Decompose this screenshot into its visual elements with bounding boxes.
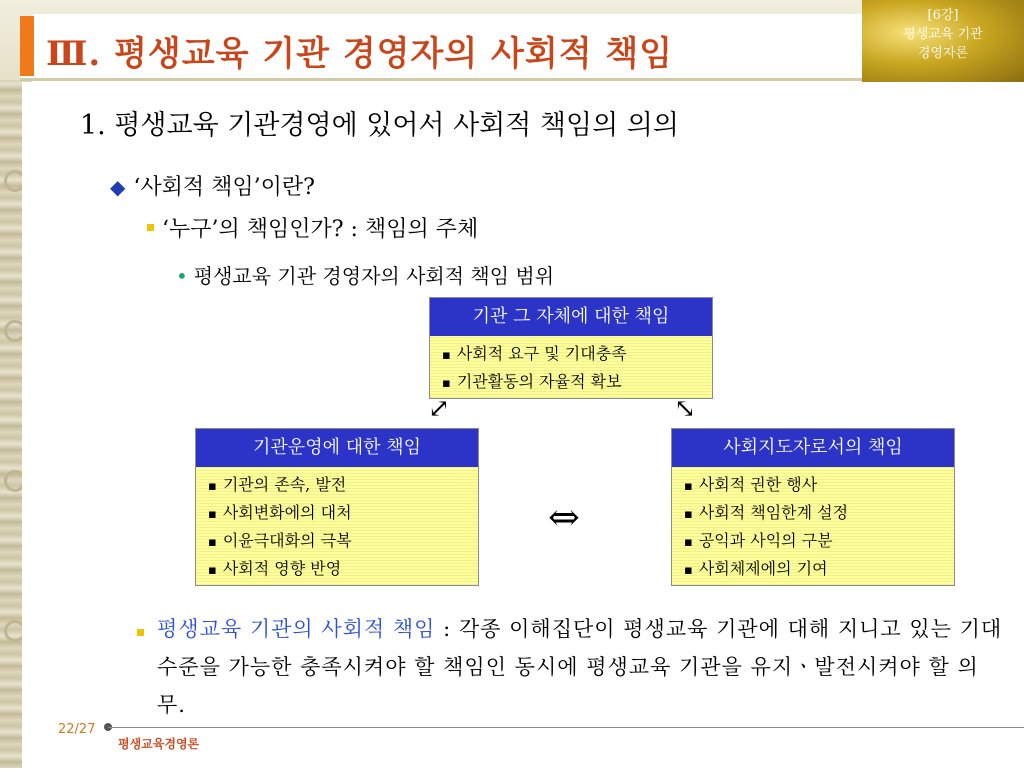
- dot-bullet-icon: •: [176, 264, 188, 288]
- box-item: ▪ 사회변화에의 대처: [208, 499, 466, 527]
- box-item: ▪ 기관의 존속, 발전: [208, 471, 466, 499]
- box-item: ▪ 공익과 사익의 구분: [684, 527, 942, 555]
- box-item: ▪ 사회적 요구 및 기대충족: [442, 340, 700, 368]
- box-institution-itself: [429, 297, 713, 399]
- bullet-level1: [110, 170, 315, 201]
- box-items: [196, 467, 478, 585]
- bullet-level2: [147, 212, 478, 243]
- diamond-bullet-icon: ◆: [110, 175, 126, 199]
- lecture-badge: [862, 0, 1024, 82]
- bullet-level3: [176, 260, 554, 289]
- bullet-level1-text: ‘사회적 책임’이란?: [133, 175, 315, 200]
- section-subtitle: 1. 평생교육 기관경영에 있어서 사회적 책임의 의의: [80, 110, 679, 141]
- footer-line: [108, 727, 1024, 728]
- box-item: ▪ 기관활동의 자율적 확보: [442, 368, 700, 396]
- square-bullet-icon: [147, 224, 154, 231]
- definition-term: 평생교육 기관의 사회적 책임: [157, 617, 436, 641]
- definition-paragraph: [137, 610, 1007, 724]
- square-bullet-icon: [137, 629, 144, 636]
- double-arrow-left-icon: ⤢: [428, 394, 450, 424]
- page-number: 22/27: [58, 722, 96, 737]
- box-item: ▪ 사회적 권한 행사: [684, 471, 942, 499]
- definition-text: [137, 610, 1007, 724]
- bullet-level2-text: ‘누구’의 책임인가? : 책임의 주체: [162, 217, 479, 242]
- box-header: 기관 그 자체에 대한 책임: [430, 298, 712, 336]
- definition-body: : 각종 이해집단이 평생교육 기관에 대해 지니고 있는 기대수준을 가능한 충족시켜야 할 책임인 동시에 평생교육 기관을 유지ㆍ발전시켜야 할 의무.: [157, 617, 1003, 717]
- lecture-number: [6강]: [927, 8, 959, 23]
- box-header: 사회지도자로서의 책임: [672, 429, 954, 467]
- box-item: ▪ 이윤극대화의 극복: [208, 527, 466, 555]
- title-underline: [20, 78, 862, 81]
- box-item: ▪ 사회적 책임한계 설정: [684, 499, 942, 527]
- box-items: [672, 467, 954, 585]
- course-name-line1: 평생교육 기관: [903, 27, 983, 42]
- box-item: ▪ 사회적 영향 반영: [208, 555, 466, 583]
- box-institution-operation: [195, 428, 479, 586]
- title-accent-mark: [20, 16, 34, 76]
- slide-title: Ⅲ. 평생교육 기관 경영자의 사회적 책임: [46, 34, 674, 74]
- footer-course-title: 평생교육경영론: [118, 737, 200, 751]
- box-item: ▪ 사회체제에의 기여: [684, 555, 942, 583]
- bidirectional-arrow-icon: ⇔: [548, 495, 580, 539]
- box-social-leader: [671, 428, 955, 586]
- course-name-line2: 경영자론: [917, 46, 969, 61]
- double-arrow-right-icon: ⤡: [674, 394, 696, 424]
- bullet-level3-text: 평생교육 기관 경영자의 사회적 책임 범위: [193, 264, 555, 288]
- box-items: [430, 336, 712, 398]
- box-header: 기관운영에 대한 책임: [196, 429, 478, 467]
